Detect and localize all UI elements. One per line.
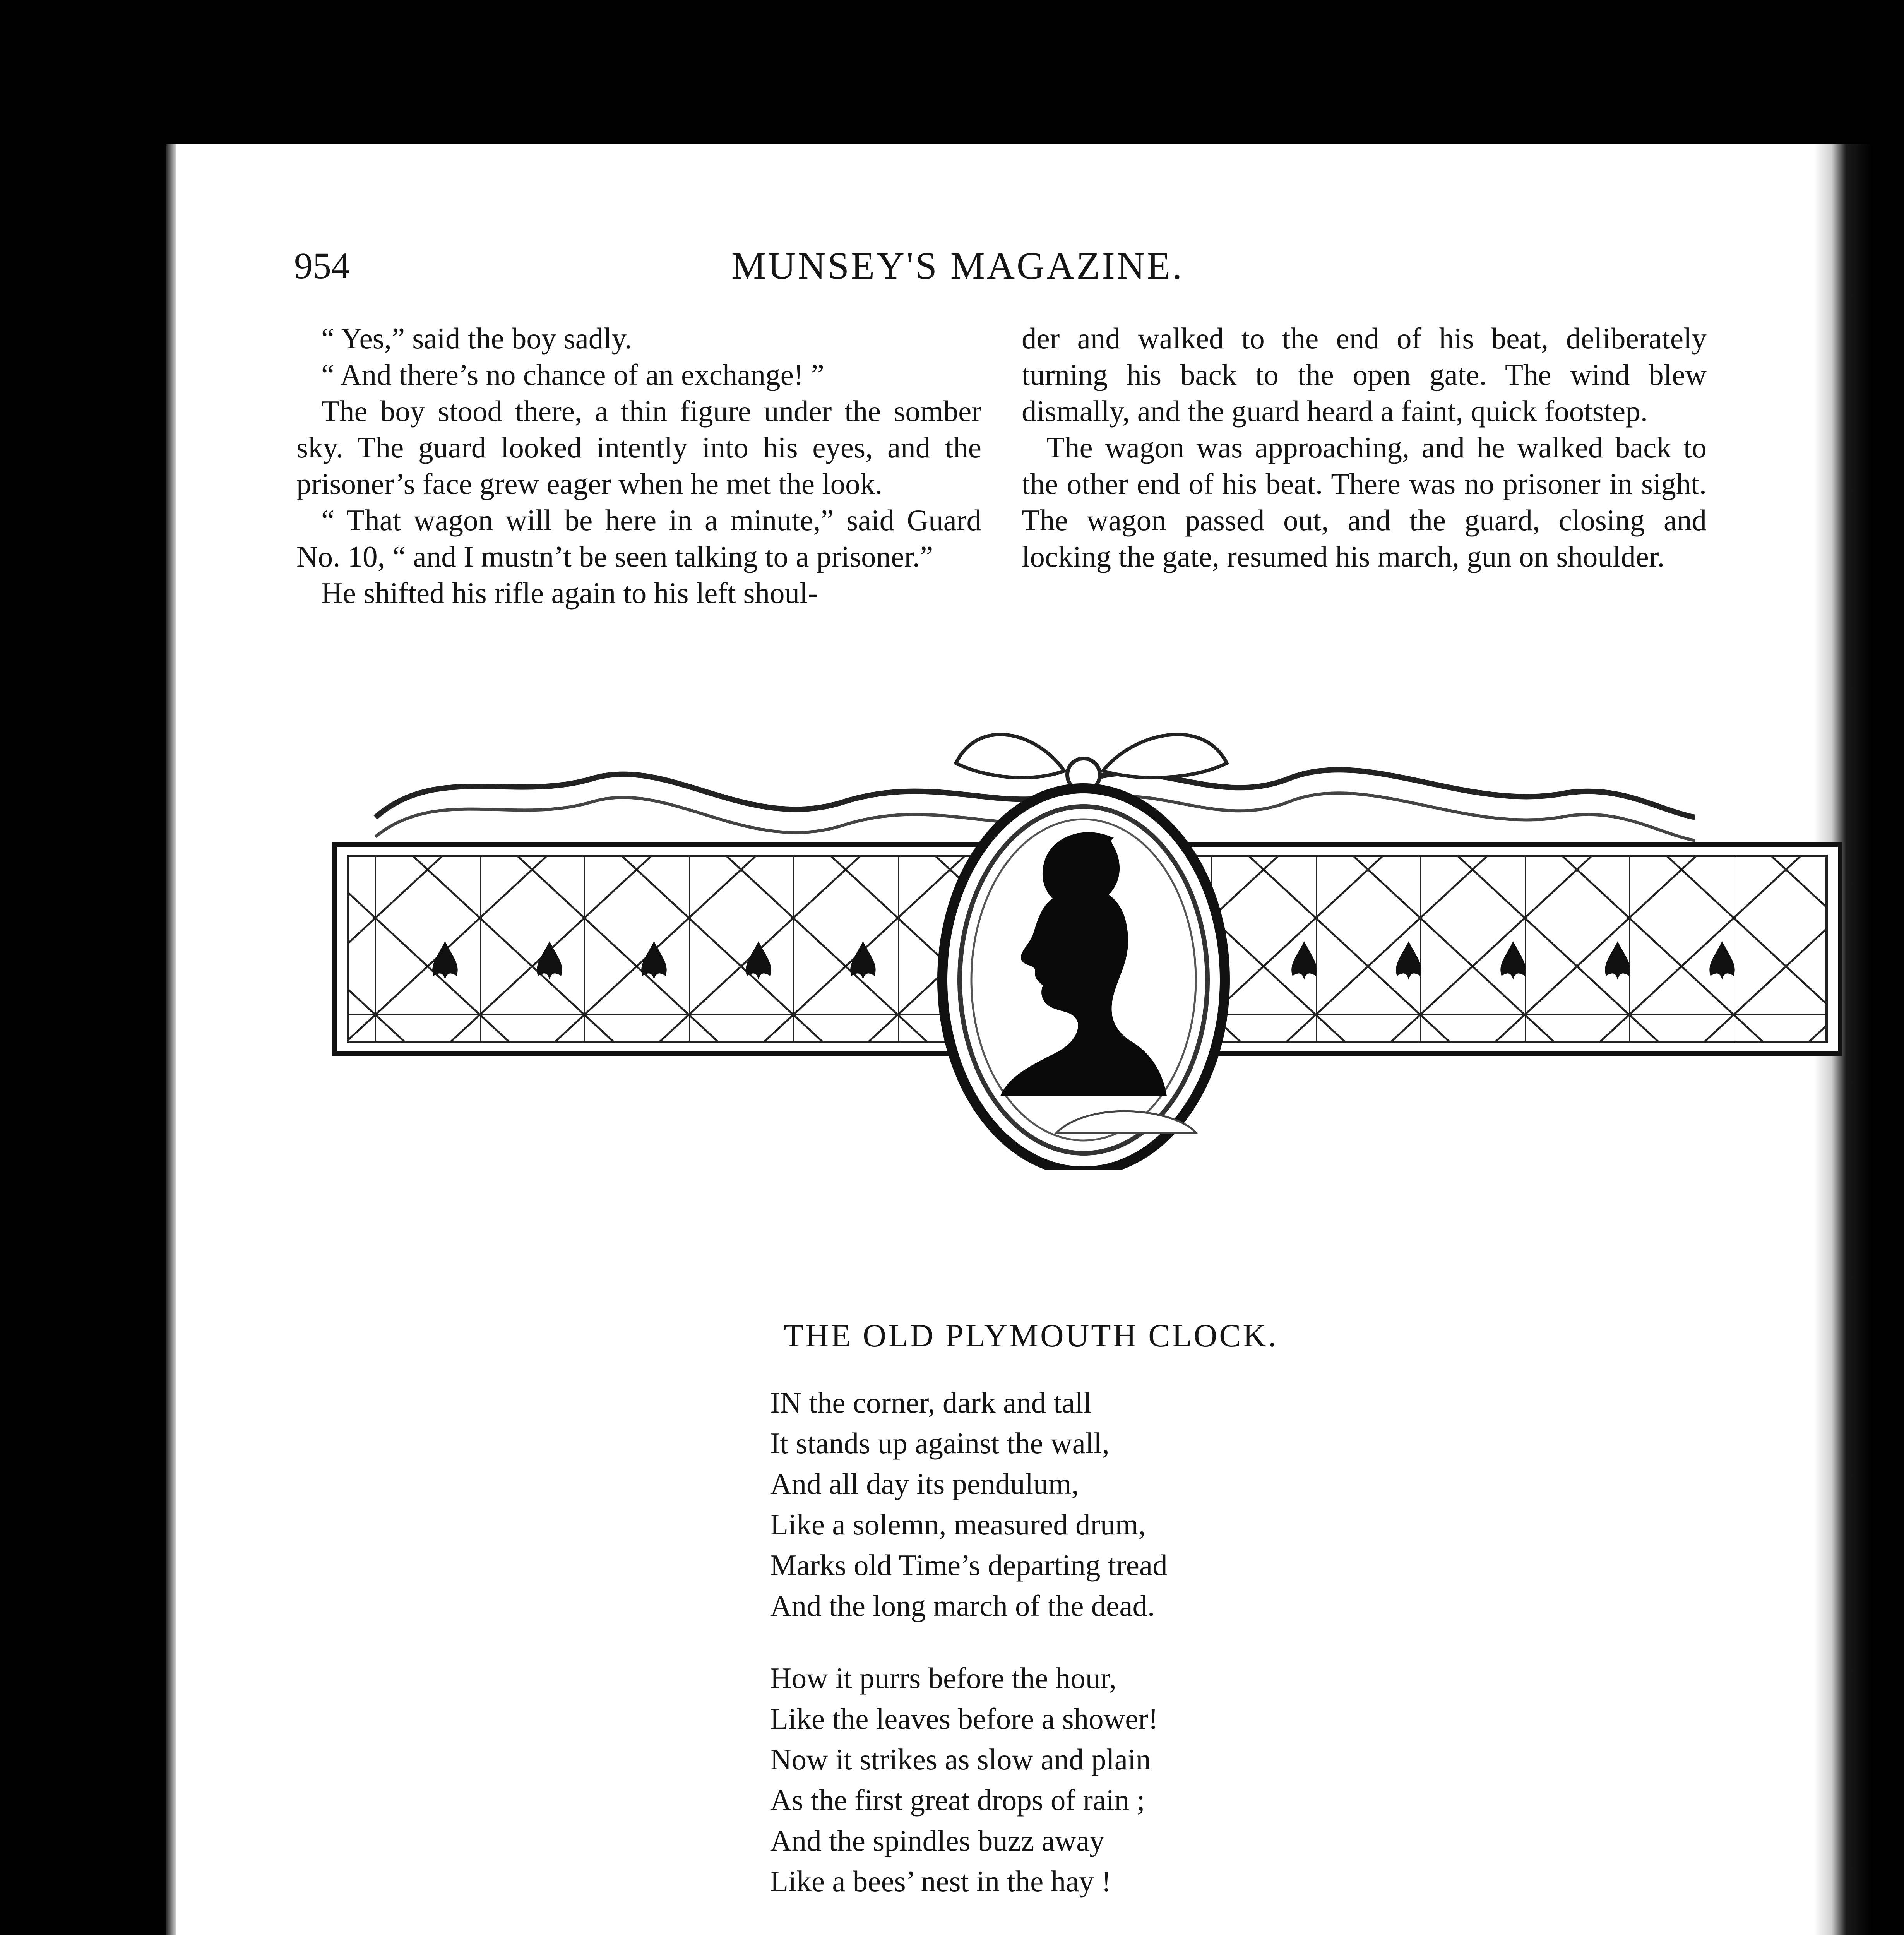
poem-stanza [770,1658,1467,1902]
poem-line: And all day its pendulum, [770,1467,1079,1500]
page-number: 954 [294,245,350,286]
poem-stanza [770,1933,1467,1935]
poem-line: Like the leaves before a shower! [770,1702,1158,1735]
story-paragraph: “ That wagon will be here in a minute,” said Guard No. 10, “ and I mustn’t be seen talking to a prisoner.” [296,503,981,573]
poem-line: Now it strikes as slow and plain [770,1743,1151,1776]
story-paragraph: The wagon was approaching, and he walked back to the other end of his beat. There was no prisoner in sight. The wagon passed out, and the guard, closing and locking the gate, resumed his march, gun on shoulder. [1022,431,1707,573]
poem-body [770,1382,1467,1935]
running-title: MUNSEY'S MAGAZINE. [731,244,1184,287]
poem-line: Like a solemn, measured drum, [770,1508,1146,1541]
poem-line [770,1933,1467,1935]
poem-line: And the spindles buzz away [770,1824,1104,1857]
poem-line: And the long march of the dead. [770,1589,1155,1622]
poem-line: As the first great drops of rain ; [770,1783,1145,1817]
magazine-page [166,144,1872,1935]
story-paragraph: “ Yes,” said the boy sadly. [321,322,632,355]
poem-line: Marks old Time’s departing tread [770,1548,1168,1582]
story-paragraph: der and walked to the end of his beat, deliberately turning his back to the open gate. The wind blew dismally, and the guard heard a faint, quick footstep. [1022,322,1707,428]
poem-title: THE OLD PLYMOUTH CLOCK. [784,1318,1278,1354]
poem-line: IN the corner, dark and tall [770,1386,1092,1419]
story-paragraph: The boy stood there, a thin figure under the somber sky. The guard looked intently into his eyes, and the prisoner’s face grew eager when he met the look. [296,394,981,500]
story-paragraph: “ And there’s no chance of an exchange! ” [321,358,824,391]
poem-stanza [770,1382,1467,1626]
story-paragraph: He shifted his rifle again to his left shoul- [321,576,818,610]
poem-line: How it purrs before the hour, [770,1661,1117,1695]
poem-line: Like a bees’ nest in the hay ! [770,1865,1111,1898]
poem-line: It stands up against the wall, [770,1426,1110,1460]
silhouette-cameo-ornament [166,144,1872,1170]
